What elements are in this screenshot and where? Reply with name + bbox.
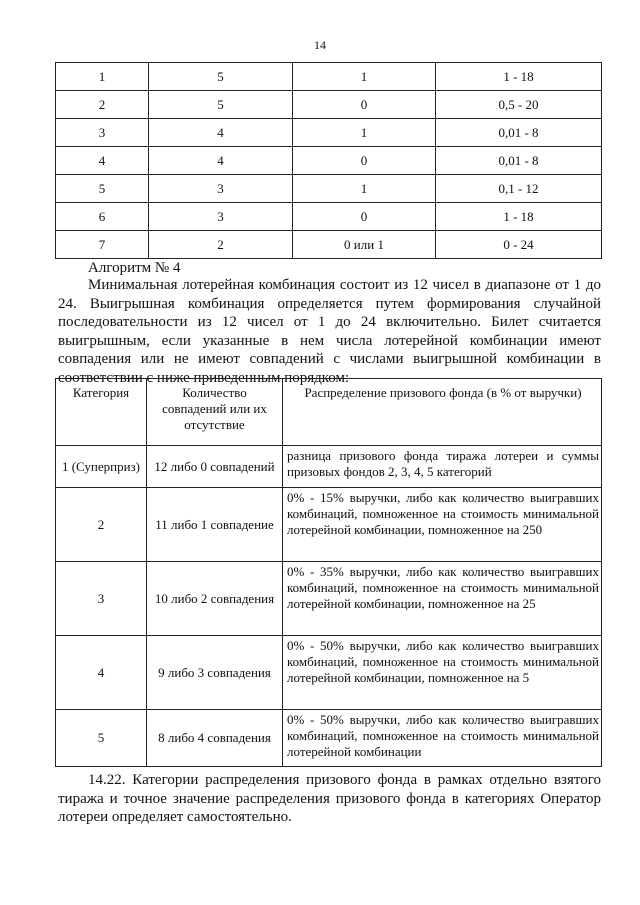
table-row (56, 488, 602, 562)
table-cell: 2 (149, 231, 293, 259)
table-cell: 7 (56, 231, 149, 259)
distribution-cell: 0% - 15% выручки, либо как количество выигравших комбинаций, помноженное на стоимость минимальной лотерейной комбинации, помноженное на 250 (283, 488, 602, 562)
table-row (56, 63, 602, 91)
distribution-cell: 0% - 35% выручки, либо как количество выигравших комбинаций, помноженное на стоимость минимальной лотерейной комбинации, помноженное на 25 (283, 562, 602, 636)
matches-cell: 9 либо 3 совпадения (147, 636, 283, 710)
table-cell: 1 - 18 (436, 63, 602, 91)
table-row (56, 446, 602, 488)
table-cell: 5 (56, 175, 149, 203)
distribution-cell: 0% - 50% выручки, либо как количество выигравших комбинаций, помноженное на стоимость минимальной лотерейной комбинации, помноженное на 5 (283, 636, 602, 710)
table-cell: 0 - 24 (436, 231, 602, 259)
category-cell: 5 (56, 710, 147, 767)
matches-cell: 11 либо 1 совпадение (147, 488, 283, 562)
table-cell: 5 (149, 63, 293, 91)
table-cell: 0 (293, 147, 436, 175)
closing-paragraph: 14.22. Категории распределения призового фонда в рамках отдельно взятого тиража и точное значение распределения призового фонда в категориях Оператор лотереи определяет самостоятельно. (58, 772, 601, 825)
table-row (56, 710, 602, 767)
table-cell: 3 (149, 203, 293, 231)
table-header-row (56, 379, 602, 446)
table-cell: 0,01 - 8 (436, 147, 602, 175)
category-cell: 4 (56, 636, 147, 710)
table-cell: 0 или 1 (293, 231, 436, 259)
matches-cell: 12 либо 0 совпадений (147, 446, 283, 488)
table-cell: 0,01 - 8 (436, 119, 602, 147)
table-cell: 4 (56, 147, 149, 175)
matches-cell: 10 либо 2 совпадения (147, 562, 283, 636)
table-row (56, 119, 602, 147)
odds-table (55, 62, 602, 259)
algorithm-title: Алгоритм № 4 (88, 260, 181, 276)
table-cell: 1 (293, 119, 436, 147)
table-row (56, 175, 602, 203)
table-cell: 1 - 18 (436, 203, 602, 231)
category-cell: 3 (56, 562, 147, 636)
header-category: Категория (56, 379, 147, 446)
table-cell: 4 (149, 119, 293, 147)
header-distribution: Распределение призового фонда (в % от выручки) (283, 379, 602, 446)
category-cell: 1 (Суперприз) (56, 446, 147, 488)
table-cell: 0,1 - 12 (436, 175, 602, 203)
category-cell: 2 (56, 488, 147, 562)
table-row (56, 231, 602, 259)
distribution-cell: разница призового фонда тиража лотереи и суммы призовых фондов 2, 3, 4, 5 категорий (283, 446, 602, 488)
table-row (56, 562, 602, 636)
table-cell: 1 (293, 63, 436, 91)
header-matches: Количество совпадений или их отсутствие (147, 379, 283, 446)
table-row (56, 147, 602, 175)
table-cell: 4 (149, 147, 293, 175)
table-cell: 0 (293, 203, 436, 231)
table-row (56, 203, 602, 231)
table-cell: 1 (293, 175, 436, 203)
table-cell: 5 (149, 91, 293, 119)
table-row (56, 636, 602, 710)
table-row (56, 91, 602, 119)
matches-cell: 8 либо 4 совпадения (147, 710, 283, 767)
table-cell: 2 (56, 91, 149, 119)
table-cell: 3 (56, 119, 149, 147)
table-cell: 3 (149, 175, 293, 203)
table-cell: 6 (56, 203, 149, 231)
prize-distribution-table (55, 378, 602, 767)
table-cell: 1 (56, 63, 149, 91)
distribution-cell: 0% - 50% выручки, либо как количество выигравших комбинаций, помноженное на стоимость минимальной лотерейной комбинации (283, 710, 602, 767)
algorithm-description: Минимальная лотерейная комбинация состоит из 12 чисел в диапазоне от 1 до 24. Выигрышная комбинация определяется путем формирования случайной последовательности из 12 чисел от 1 до 24 включительно. Билет считается выигрышным, если указанные в нем числа лотерейной комбинации имеют совпадения или не имеют совпадений с числами выигрышной комбинации в соответствии с ниже приведенным порядком: (58, 277, 601, 386)
page-number: 14 (314, 38, 326, 52)
table-cell: 0 (293, 91, 436, 119)
table-cell: 0,5 - 20 (436, 91, 602, 119)
